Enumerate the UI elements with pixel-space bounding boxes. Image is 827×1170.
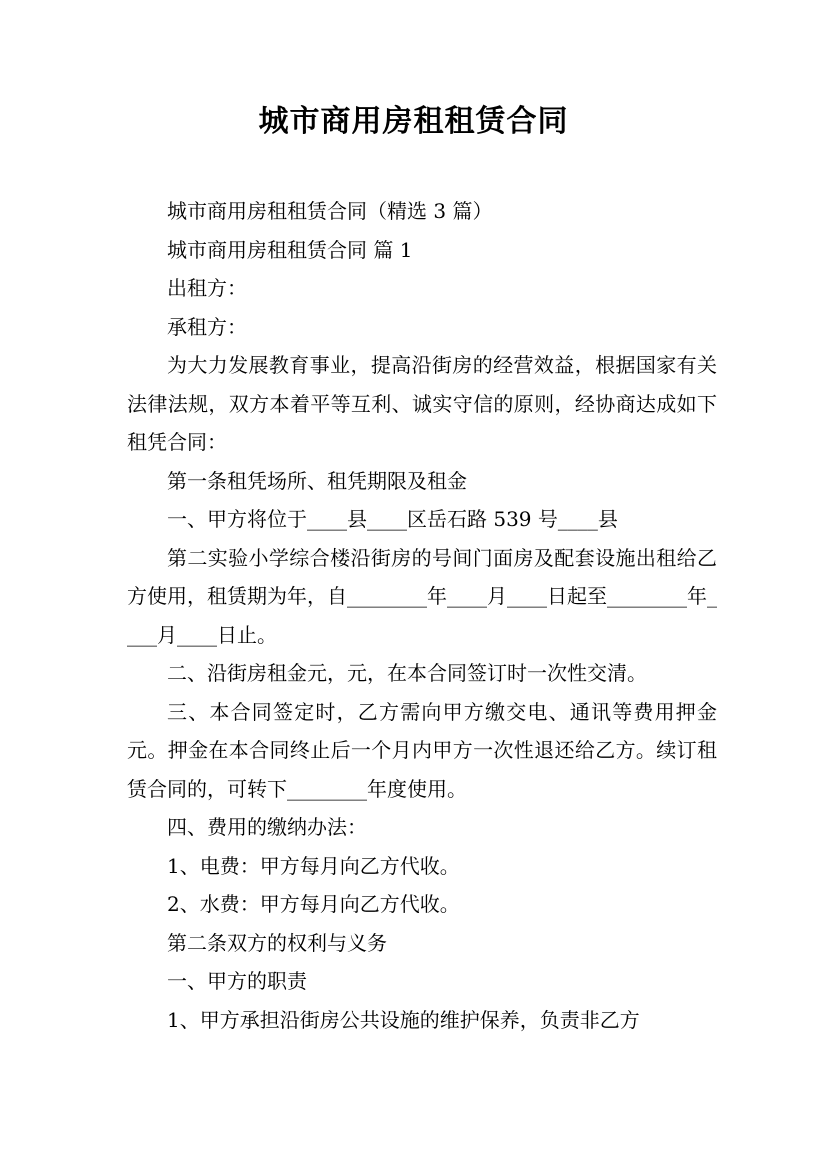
paragraph-party-a-duties: 一、甲方的职责: [167, 969, 307, 993]
paragraph-article-1-item-1: 一、甲方将位于____县____区岳石路 539 号____县: [167, 507, 618, 531]
paragraph-lessee: 承租方：: [167, 314, 247, 339]
document-title: 城市商用房租租赁合同: [258, 104, 569, 139]
paragraph-article-1-item-3: 三、本合同签定时，乙方需向甲方缴交电、通讯等费用押金元。押金在本合同终止后一个月内甲方一次性退还给乙方。续订租赁合同的，可转下________年度使用。: [127, 699, 717, 801]
paragraph-fee-water: 2、水费：甲方每月向乙方代收。: [167, 892, 460, 916]
paragraph-section-label: 城市商用房租租赁合同 篇 1: [167, 237, 413, 262]
document-body: [127, 192, 717, 1039]
paragraph-fee-electricity: 1、电费：甲方每月向乙方代收。: [167, 853, 460, 878]
paragraph-article-1-heading: 第一条租凭场所、租凭期限及租金: [167, 468, 467, 493]
paragraph-article-1-item-1-cont: 第二实验小学综合楼沿街房的号间门面房及配套设施出租给乙方使用，租赁期为年，自________年____月____日起至________年____月____日止。: [127, 545, 717, 647]
paragraph-article-1-item-4: 四、费用的缴纳办法：: [167, 815, 367, 839]
paragraph-article-1-item-2: 二、沿街房租金元，元，在本合同签订时一次性交清。: [167, 661, 647, 685]
paragraph-subtitle: 城市商用房租租赁合同（精选 3 篇）: [167, 199, 493, 223]
paragraph-lessor: 出租方：: [167, 276, 247, 300]
paragraph-article-2-heading: 第二条双方的权利与义务: [167, 930, 387, 955]
paragraph-party-a-duty-1: 1、甲方承担沿街房公共设施的维护保养，负责非乙方: [167, 1007, 640, 1032]
paragraph-preamble: 为大力发展教育事业，提高沿街房的经营效益，根据国家有关法律法规，双方本着平等互利、诚实守信的原则，经协商达成如下租凭合同：: [127, 353, 717, 454]
